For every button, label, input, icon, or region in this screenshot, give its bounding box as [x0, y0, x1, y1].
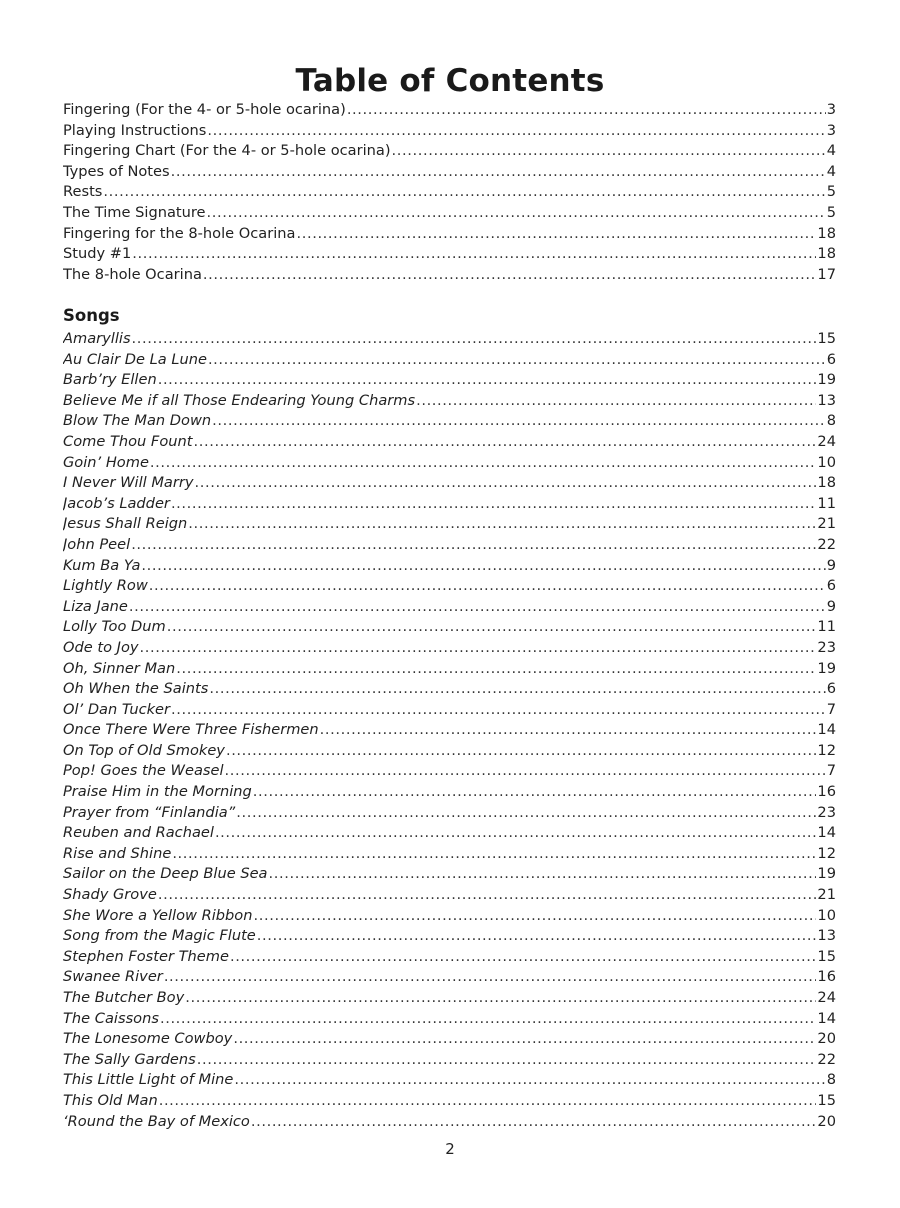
entry-title: I Never Will Marry [63, 474, 194, 492]
entry-title: The Time Signature [63, 203, 206, 221]
entry-page-number: 12 [817, 844, 836, 862]
song-entry [63, 1112, 836, 1133]
song-entry [63, 803, 836, 824]
entry-page-number: 15 [817, 330, 836, 347]
song-entry [63, 350, 836, 371]
entry-title: This Little Light of Mine [63, 1071, 234, 1089]
dot-leader [164, 967, 817, 988]
song-entry [63, 782, 836, 803]
dot-leader [251, 1112, 817, 1133]
song-entry [63, 1029, 836, 1050]
song-entry [63, 823, 836, 844]
dot-leader [215, 823, 816, 844]
dot-leader [193, 432, 816, 453]
entry-page-number: 15 [817, 947, 836, 965]
entry-page-number: 13 [817, 927, 836, 945]
song-entry [63, 926, 836, 947]
dot-leader [188, 514, 816, 535]
song-entry [63, 494, 836, 515]
entry-page-number: 13 [817, 391, 836, 409]
song-entry [63, 761, 836, 782]
entry-page-number: 16 [817, 968, 836, 986]
dot-leader [150, 453, 817, 474]
entry-page-number: 10 [817, 906, 836, 924]
dot-leader [230, 947, 816, 968]
dot-leader [257, 926, 817, 947]
dot-leader [167, 617, 817, 638]
dot-leader [132, 244, 816, 265]
dot-leader [320, 720, 817, 741]
entry-title: Believe Me if all Those Endearing Young Charms [63, 391, 416, 409]
entry-title: Fingering Chart (For the 4- or 5-hole ocarina) [63, 142, 391, 160]
dot-leader [236, 803, 816, 824]
entry-page-number: 8 [826, 1071, 836, 1089]
entry-page-number: 20 [817, 1030, 836, 1048]
dot-leader [209, 679, 825, 700]
song-entry [63, 947, 836, 968]
entry-title: Come Thou Fount [63, 432, 193, 450]
song-entry [63, 700, 836, 721]
song-entry [63, 411, 836, 432]
entry-page-number: 19 [817, 865, 836, 883]
song-entry [63, 617, 836, 638]
entry-title: Praise Him in the Morning [63, 783, 252, 801]
entry-title: Goin’ Home [63, 453, 149, 471]
songs-heading: Songs [63, 306, 120, 325]
songs-contents-list [63, 329, 836, 1132]
dot-leader [225, 761, 826, 782]
dot-leader [208, 350, 826, 371]
song-entry [63, 1091, 836, 1112]
toc-entry [63, 141, 836, 162]
dot-leader [296, 224, 816, 245]
entry-title: Pop! Goes the Weasel [63, 762, 224, 780]
entry-page-number: 17 [817, 265, 836, 283]
entry-page-number: 5 [826, 183, 836, 201]
entry-title: Kum Ba Ya [63, 556, 141, 574]
entry-page-number: 6 [826, 577, 836, 595]
entry-title: Shady Grove [63, 886, 157, 904]
dot-leader [129, 597, 826, 618]
song-entry [63, 679, 836, 700]
entry-page-number: 14 [817, 721, 836, 739]
entry-title: Lightly Row [63, 577, 148, 595]
song-entry [63, 597, 836, 618]
entry-page-number: 16 [817, 783, 836, 801]
song-entry [63, 885, 836, 906]
dot-leader [254, 906, 817, 927]
dot-leader [140, 638, 817, 659]
song-entry [63, 329, 836, 350]
entry-title: Rise and Shine [63, 844, 172, 862]
entry-title: Study #1 [63, 245, 132, 263]
entry-page-number: 3 [826, 121, 836, 139]
entry-title: Fingering for the 8-hole Ocarina [63, 224, 296, 242]
dot-leader [185, 988, 816, 1009]
entry-page-number: 21 [817, 515, 836, 533]
song-entry [63, 1009, 836, 1030]
entry-page-number: 20 [817, 1112, 836, 1130]
song-entry [63, 576, 836, 597]
entry-title: John Peel [63, 535, 131, 553]
toc-entry [63, 203, 836, 224]
song-entry [63, 638, 836, 659]
song-entry [63, 967, 836, 988]
entry-title: Rests [63, 183, 103, 201]
dot-leader [207, 121, 825, 142]
page-title: Table of Contents [295, 62, 605, 99]
entry-title: Ode to Joy [63, 638, 139, 656]
entry-page-number: 22 [817, 535, 836, 553]
entry-page-number: 11 [817, 494, 836, 512]
song-entry [63, 720, 836, 741]
song-entry [63, 988, 836, 1009]
dot-leader [132, 329, 817, 350]
dot-leader [158, 885, 817, 906]
entry-title: Au Clair De La Lune [63, 350, 207, 368]
dot-leader [141, 556, 825, 577]
dot-leader [159, 1091, 817, 1112]
dot-leader [176, 659, 816, 680]
entry-title: The Caissons [63, 1009, 159, 1027]
entry-page-number: 21 [817, 886, 836, 904]
toc-entry [63, 182, 836, 203]
dot-leader [416, 391, 816, 412]
entry-title: Types of Notes [63, 162, 170, 180]
entry-page-number: 15 [817, 1091, 836, 1109]
song-entry [63, 453, 836, 474]
entry-page-number: 7 [826, 762, 836, 780]
entry-title: The Sally Gardens [63, 1050, 196, 1068]
toc-entry [63, 244, 836, 265]
entry-title: The Lonesome Cowboy [63, 1030, 233, 1048]
footer-page-number: 2 [445, 1140, 455, 1158]
dot-leader [233, 1029, 816, 1050]
dot-leader [392, 141, 826, 162]
entry-title: Barb’ry Ellen [63, 371, 157, 389]
dot-leader [226, 741, 816, 762]
entry-page-number: 10 [817, 453, 836, 471]
entry-page-number: 5 [826, 203, 836, 221]
song-entry [63, 864, 836, 885]
entry-title: Blow The Man Down [63, 412, 212, 430]
dot-leader [171, 162, 826, 183]
dot-leader [203, 265, 817, 286]
entry-page-number: 23 [817, 803, 836, 821]
entry-title: Ol’ Dan Tucker [63, 700, 171, 718]
dot-leader [172, 844, 816, 865]
toc-entry [63, 162, 836, 183]
song-entry [63, 741, 836, 762]
toc-entry [63, 265, 836, 286]
entry-title: The Butcher Boy [63, 989, 185, 1006]
dot-leader [212, 411, 826, 432]
entry-title: Prayer from “Finlandia” [63, 803, 236, 821]
entry-page-number: 3 [826, 101, 836, 118]
dot-leader [158, 370, 817, 391]
entry-page-number: 12 [817, 741, 836, 759]
entry-title: She Wore a Yellow Ribbon [63, 906, 253, 924]
dot-leader [197, 1050, 817, 1071]
dot-leader [149, 576, 826, 597]
entry-page-number: 18 [817, 474, 836, 492]
toc-entry [63, 100, 836, 121]
dot-leader [195, 473, 817, 494]
entry-page-number: 23 [817, 638, 836, 656]
entry-page-number: 9 [826, 556, 836, 574]
dot-leader [207, 203, 826, 224]
song-entry [63, 514, 836, 535]
dot-leader [269, 864, 817, 885]
toc-entry [63, 121, 836, 142]
entry-title: Jacob’s Ladder [63, 494, 170, 512]
song-entry [63, 1050, 836, 1071]
entry-title: Lolly Too Dum [63, 618, 166, 636]
entry-title: Fingering (For the 4- or 5-hole ocarina) [63, 101, 346, 118]
entry-page-number: 22 [817, 1050, 836, 1068]
entry-title: Jesus Shall Reign [63, 515, 188, 533]
entry-page-number: 14 [817, 1009, 836, 1027]
song-entry [63, 556, 836, 577]
entry-page-number: 14 [817, 824, 836, 842]
toc-entry [63, 224, 836, 245]
entry-title: Oh, Sinner Man [63, 659, 176, 677]
entry-page-number: 19 [817, 659, 836, 677]
entry-title: Sailor on the Deep Blue Sea [63, 865, 268, 883]
entry-title: On Top of Old Smokey [63, 741, 225, 759]
song-entry [63, 1070, 836, 1091]
entry-title: Liza Jane [63, 597, 128, 615]
entry-page-number: 4 [826, 142, 836, 160]
dot-leader [234, 1070, 825, 1091]
entry-page-number: 6 [826, 350, 836, 368]
dot-leader [347, 100, 826, 121]
entry-title: Stephen Foster Theme [63, 947, 229, 965]
dot-leader [171, 700, 826, 721]
entry-page-number: 8 [826, 412, 836, 430]
song-entry [63, 432, 836, 453]
entry-page-number: 4 [826, 162, 836, 180]
entry-title: Playing Instructions [63, 121, 207, 139]
entry-page-number: 18 [817, 245, 836, 263]
entry-title: This Old Man [63, 1091, 158, 1109]
entry-page-number: 6 [826, 680, 836, 698]
entry-title: Amaryllis [63, 330, 131, 347]
entry-title: Reuben and Rachael [63, 824, 214, 842]
dot-leader [131, 535, 816, 556]
song-entry [63, 370, 836, 391]
dot-leader [160, 1009, 816, 1030]
entry-title: Song from the Magic Flute [63, 927, 256, 945]
entry-page-number: 9 [826, 597, 836, 615]
song-entry [63, 473, 836, 494]
entry-page-number: 24 [817, 989, 836, 1006]
general-contents-list [63, 100, 836, 285]
song-entry [63, 844, 836, 865]
dot-leader [253, 782, 817, 803]
entry-title: The 8-hole Ocarina [63, 265, 202, 283]
entry-page-number: 18 [817, 224, 836, 242]
entry-page-number: 19 [817, 371, 836, 389]
dot-leader [171, 494, 816, 515]
entry-title: ‘Round the Bay of Mexico [63, 1112, 250, 1130]
entry-page-number: 24 [817, 432, 836, 450]
entry-title: Once There Were Three Fishermen [63, 721, 319, 739]
song-entry [63, 391, 836, 412]
song-entry [63, 659, 836, 680]
song-entry [63, 535, 836, 556]
entry-title: Oh When the Saints [63, 680, 209, 698]
entry-page-number: 11 [817, 618, 836, 636]
entry-title: Swanee River [63, 968, 163, 986]
song-entry [63, 906, 836, 927]
dot-leader [103, 182, 825, 203]
entry-page-number: 7 [826, 700, 836, 718]
